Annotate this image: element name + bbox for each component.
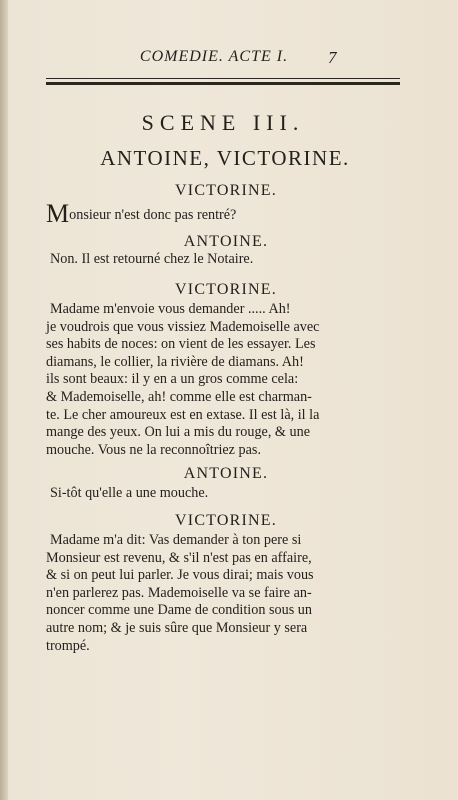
- speech-line: te. Le cher amoureux est en extase. Il est là, il la: [46, 406, 320, 423]
- speaker-name: ANTOINE.: [183, 233, 269, 250]
- speech-line: je voudrois que vous vissiez Mademoiselle avec: [46, 318, 320, 335]
- speech-block: [46, 465, 406, 503]
- page-number: 7: [328, 48, 337, 67]
- speaker-name: VICTORINE.: [175, 512, 277, 529]
- speech-line: n'en parlerez pas. Mademoiselle va se faire an-: [46, 584, 312, 601]
- scene-title: SCENE III.: [141, 110, 305, 135]
- speaker-name: VICTORINE.: [175, 281, 277, 298]
- speech-line: Madame m'a dit: Vas demander à ton pere si: [50, 532, 302, 548]
- running-title: COMEDIE. ACTE I.: [139, 48, 289, 65]
- book-spine-shadow: [0, 0, 8, 800]
- speech-line: Non. Il est retourné chez le Notaire.: [50, 251, 254, 267]
- speech-block: [46, 233, 406, 269]
- header-rule-thick: [46, 82, 400, 85]
- speech-line: & si on peut lui parler. Je vous dirai; mais vous: [46, 567, 314, 584]
- speech-line: mange des yeux. On lui a mis du rouge, & une: [46, 424, 310, 441]
- speech-line: autre nom; & je suis sûre que Monsieur y sera: [46, 619, 308, 636]
- speech-line: noncer comme une Dame de condition sous un: [46, 602, 312, 619]
- speech-line: & Mademoiselle, ah! comme elle est charman-: [46, 388, 312, 405]
- drop-cap: M: [46, 199, 70, 228]
- speech-line: mouche. Vous ne la reconnoîtriez pas.: [46, 441, 261, 458]
- speech-line: Madame m'envoie vous demander ..... Ah!: [50, 301, 291, 317]
- speaker-name: VICTORINE.: [175, 182, 277, 199]
- speech-block: [46, 182, 406, 228]
- speech-line: ils sont beaux: il y en a un gros comme cela:: [46, 371, 299, 388]
- speech-line: Monsieur est revenu, & s'il n'est pas en affaire,: [46, 549, 312, 566]
- scene-characters: ANTOINE, VICTORINE.: [100, 146, 350, 170]
- speech-line: Monsieur n'est donc pas rentré?: [46, 199, 237, 228]
- speech-line: ses habits de noces: on vient de les essayer. Les: [46, 336, 316, 353]
- speech-block: [46, 512, 406, 655]
- header-rule-thin: [46, 78, 400, 79]
- speech-block: [46, 281, 406, 459]
- speech-line: Si-tôt qu'elle a une mouche.: [50, 485, 209, 501]
- speech-line: trompé.: [46, 637, 90, 654]
- speech-line: diamans, le collier, la rivière de diamans. Ah!: [46, 353, 304, 370]
- speaker-name: ANTOINE.: [183, 465, 269, 482]
